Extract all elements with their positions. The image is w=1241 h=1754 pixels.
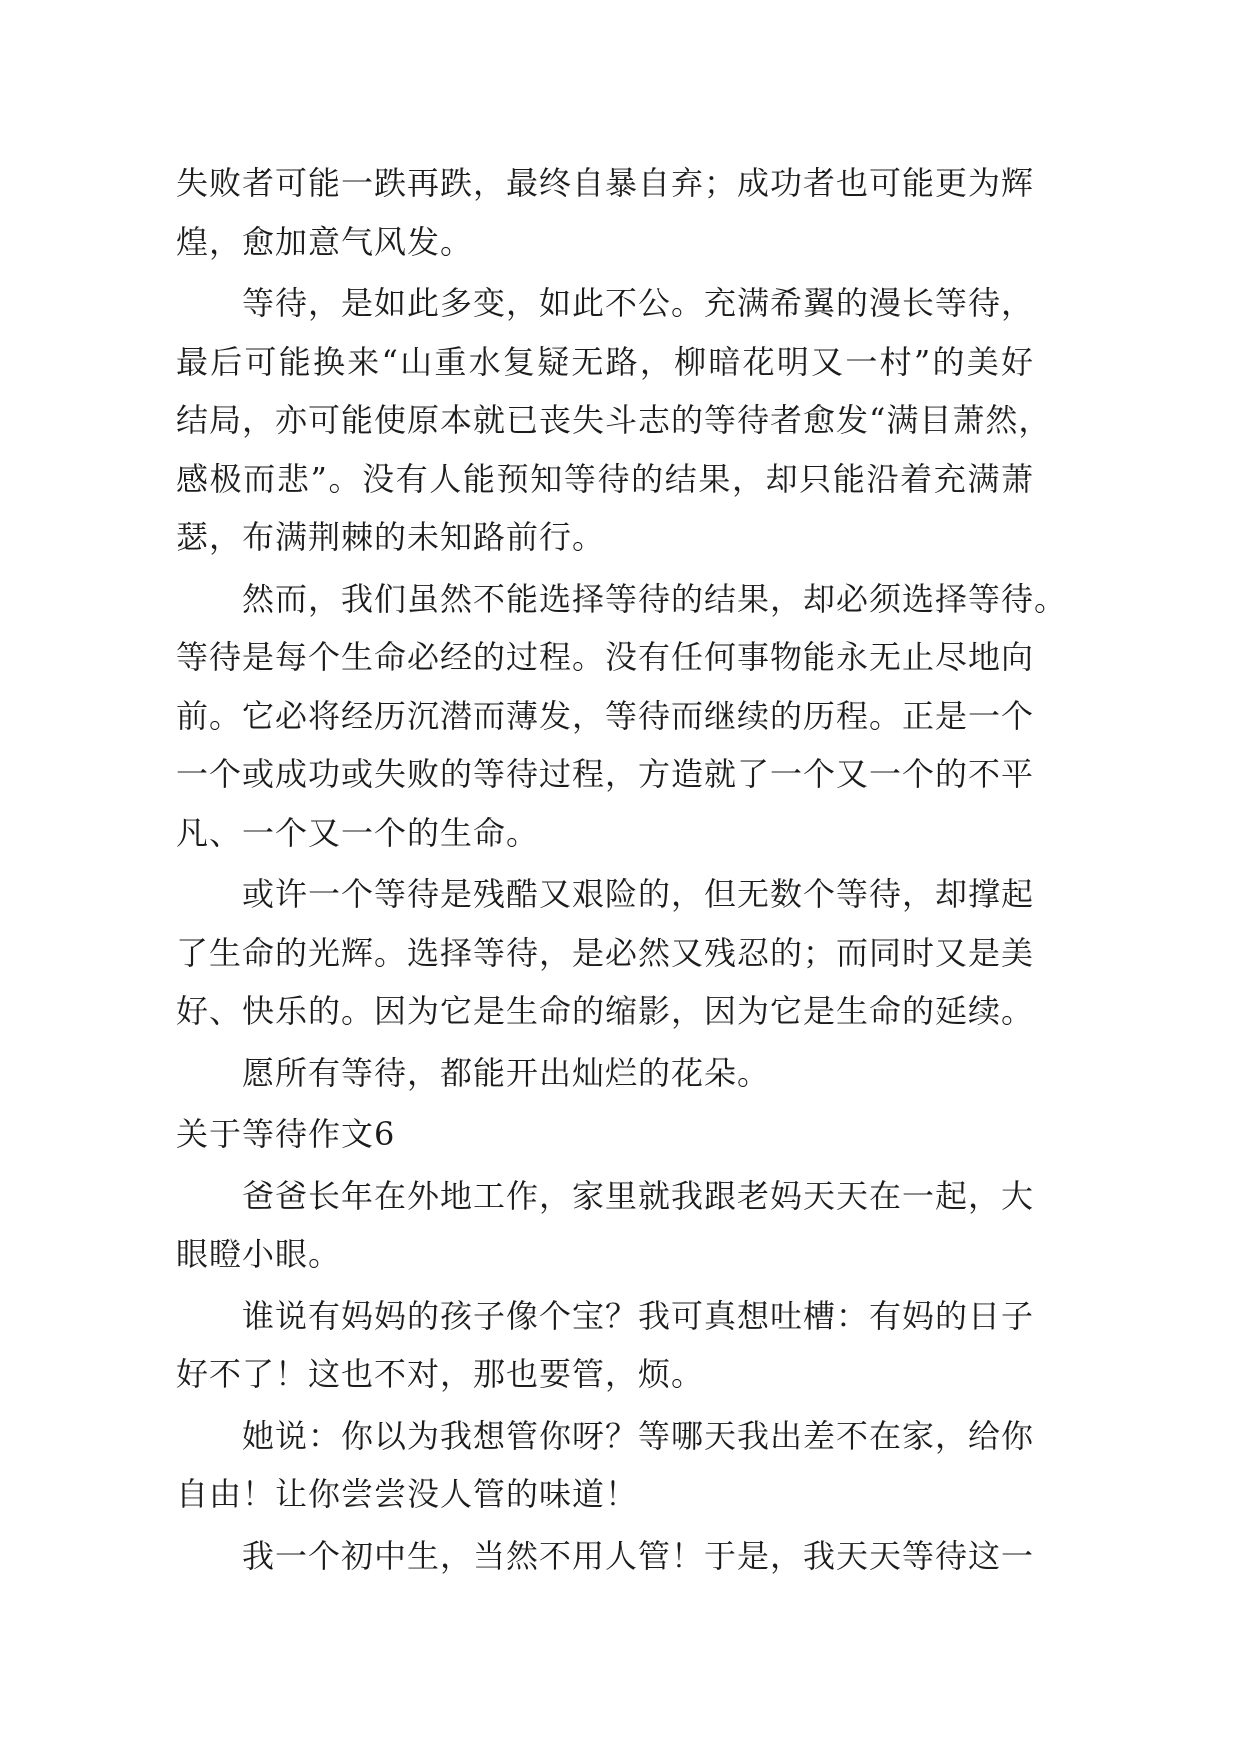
paragraph (176, 570, 1068, 863)
text-line: 煌，愈加意气风发。 (176, 222, 474, 261)
text-line: 瑟，布满荆棘的未知路前行。 (176, 518, 606, 556)
text-line: 等待是每个生命必经的过程。没有任何事物能永无止尽地向 (176, 638, 1035, 676)
text-line: 然而，我们虽然不能选择等待的结果，却必须选择等待。 (242, 579, 1068, 618)
paragraph (176, 1287, 1034, 1404)
text-line: 或许一个等待是残酷又艰险的，但无数个等待，却撑起 (242, 875, 1035, 913)
text-line: 最后可能换来“山重水复疑无路，柳暗花明又一村”的美好 (176, 342, 1034, 381)
text-line: 好、快乐的。因为它是生命的缩影，因为它是生命的延续。 (176, 992, 1035, 1030)
text-line: 凡、一个又一个的生命。 (176, 813, 540, 852)
text-line: 前。它必将经历沉潜而薄发，等待而继续的历程。正是一个 (176, 696, 1035, 735)
paragraph (176, 1407, 1034, 1524)
text-line: 眼瞪小眼。 (176, 1235, 342, 1273)
text-line: 愿所有等待，都能开出灿烂的花朵。 (242, 1053, 771, 1092)
text-line: 我一个初中生，当然不用人管！于是，我天天等待这一 (242, 1536, 1035, 1575)
text-line: 一个或成功或失败的等待过程，方造就了一个又一个的不平 (176, 755, 1035, 793)
text-line: 等待，是如此多变，如此不公。充满希翼的漫长等待， (242, 284, 1035, 322)
section-heading (176, 1105, 1034, 1164)
text-line: 结局，亦可能使原本就已丧失斗志的等待者愈发“满目萧然， (176, 401, 1052, 439)
text-line: 感极而悲”。没有人能预知等待的结果，却只能沿着充满萧 (176, 459, 1034, 498)
text-line: 自由！让你尝尝没人管的味道！ (176, 1475, 639, 1513)
text-line: 爸爸长年在外地工作，家里就我跟老妈天天在一起，大 (242, 1176, 1035, 1215)
paragraph (176, 1527, 1034, 1586)
text-line: 失败者可能一跌再跌，最终自暴自弃；成功者也可能更为辉 (176, 164, 1035, 202)
text-line: 谁说有妈妈的孩子像个宝？我可真想吐槽：有妈的日子 (242, 1296, 1035, 1335)
document-body (176, 154, 1068, 1588)
paragraph (176, 1167, 1034, 1284)
paragraph (176, 1044, 1034, 1103)
text-line: 好不了！这也不对，那也要管，烦。 (176, 1355, 705, 1393)
text-line: 了生命的光辉。选择等待，是必然又残忍的；而同时又是美 (176, 933, 1035, 972)
heading-text: 关于等待作文6 (176, 1115, 396, 1153)
text-line: 她说：你以为我想管你呀？等哪天我出差不在家，给你 (242, 1416, 1035, 1455)
paragraph (176, 274, 1052, 567)
paragraph (176, 865, 1034, 1041)
continuation-paragraph (176, 154, 1034, 271)
